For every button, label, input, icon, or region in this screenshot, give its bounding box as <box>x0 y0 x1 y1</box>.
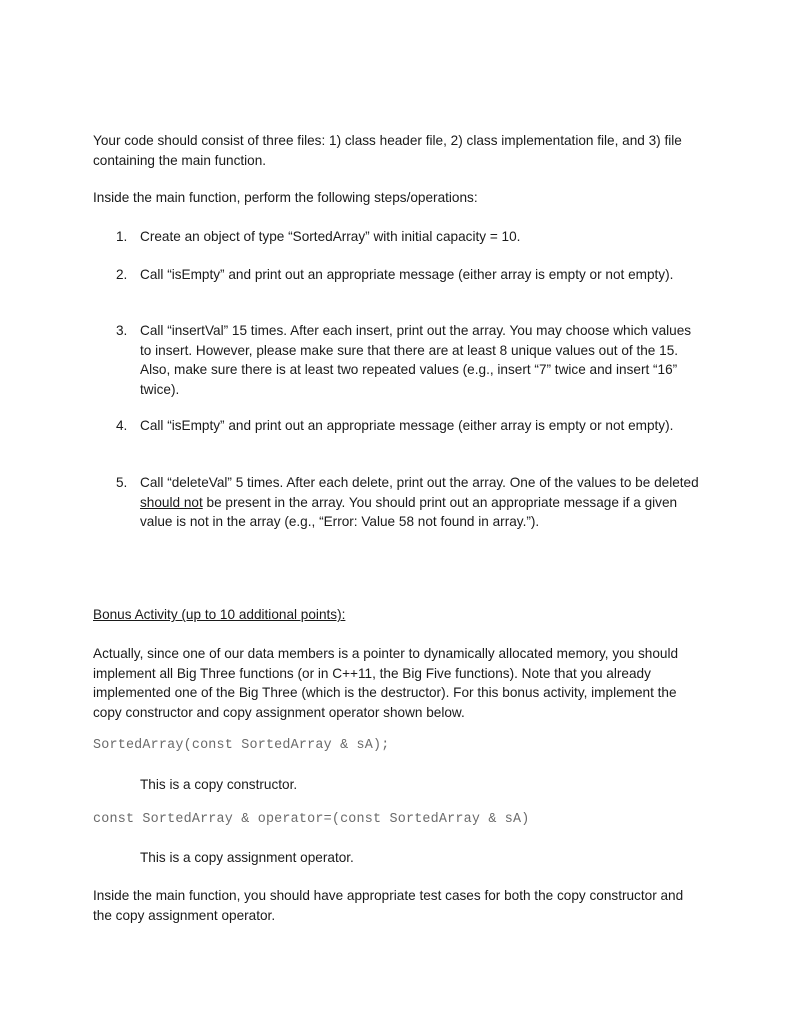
closing-paragraph: Inside the main function, you should have appropriate test cases for both the copy constructor and the copy assignment operator. <box>93 888 684 923</box>
list-number: 2. <box>116 267 128 282</box>
list-number: 4. <box>116 418 128 433</box>
steps-intro: Inside the main function, perform the following steps/operations: <box>93 190 478 205</box>
copy-constructor-code: SortedArray(const SortedArray & sA); <box>93 738 390 753</box>
list-text <box>140 473 706 532</box>
list-number: 1. <box>116 229 128 244</box>
bonus-paragraph: Actually, since one of our data members is a pointer to dynamically allocated memory, you should implement all Big Three functions (or in C++11, the Big Five functions). Note that you already implemented one of the Big Three (which is the destructor). For this bonus activity, implement the copy constructor and copy assignment operator shown below. <box>93 646 679 720</box>
copy-assignment-description: This is a copy assignment operator. <box>140 850 354 865</box>
list-text-part: be present in the array. You should print out an appropriate message if a given value is not in the array (e.g., “Error: Value 58 not found in array.”). <box>140 494 678 529</box>
list-text: Call “insertVal” 15 times. After each insert, print out the array. You may choose which values to insert. However, please make sure that there are at least 8 unique values out of the 15. Also, make sure there is at least two repeated values (e.g., insert “7” twice and insert “16” twice). <box>140 323 692 397</box>
list-text: Call “isEmpty” and print out an appropriate message (either array is empty or not empty). <box>140 418 674 433</box>
list-number: 3. <box>116 323 128 338</box>
bonus-heading: Bonus Activity (up to 10 additional points): <box>93 607 346 622</box>
copy-assignment-code: const SortedArray & operator=(const SortedArray & sA) <box>93 812 530 827</box>
list-text-underlined: should not <box>140 494 203 510</box>
list-text: Call “isEmpty” and print out an appropriate message (either array is empty or not empty). <box>140 267 674 282</box>
intro-paragraph: Your code should consist of three files: 1) class header file, 2) class implementation file, and 3) file containing the main function. <box>93 133 682 168</box>
list-text: Create an object of type “SortedArray” with initial capacity = 10. <box>140 229 521 244</box>
copy-constructor-description: This is a copy constructor. <box>140 777 298 792</box>
list-number: 5. <box>116 475 128 490</box>
list-text-part: Call “deleteVal” 5 times. After each delete, print out the array. One of the values to be deleted <box>140 475 699 490</box>
